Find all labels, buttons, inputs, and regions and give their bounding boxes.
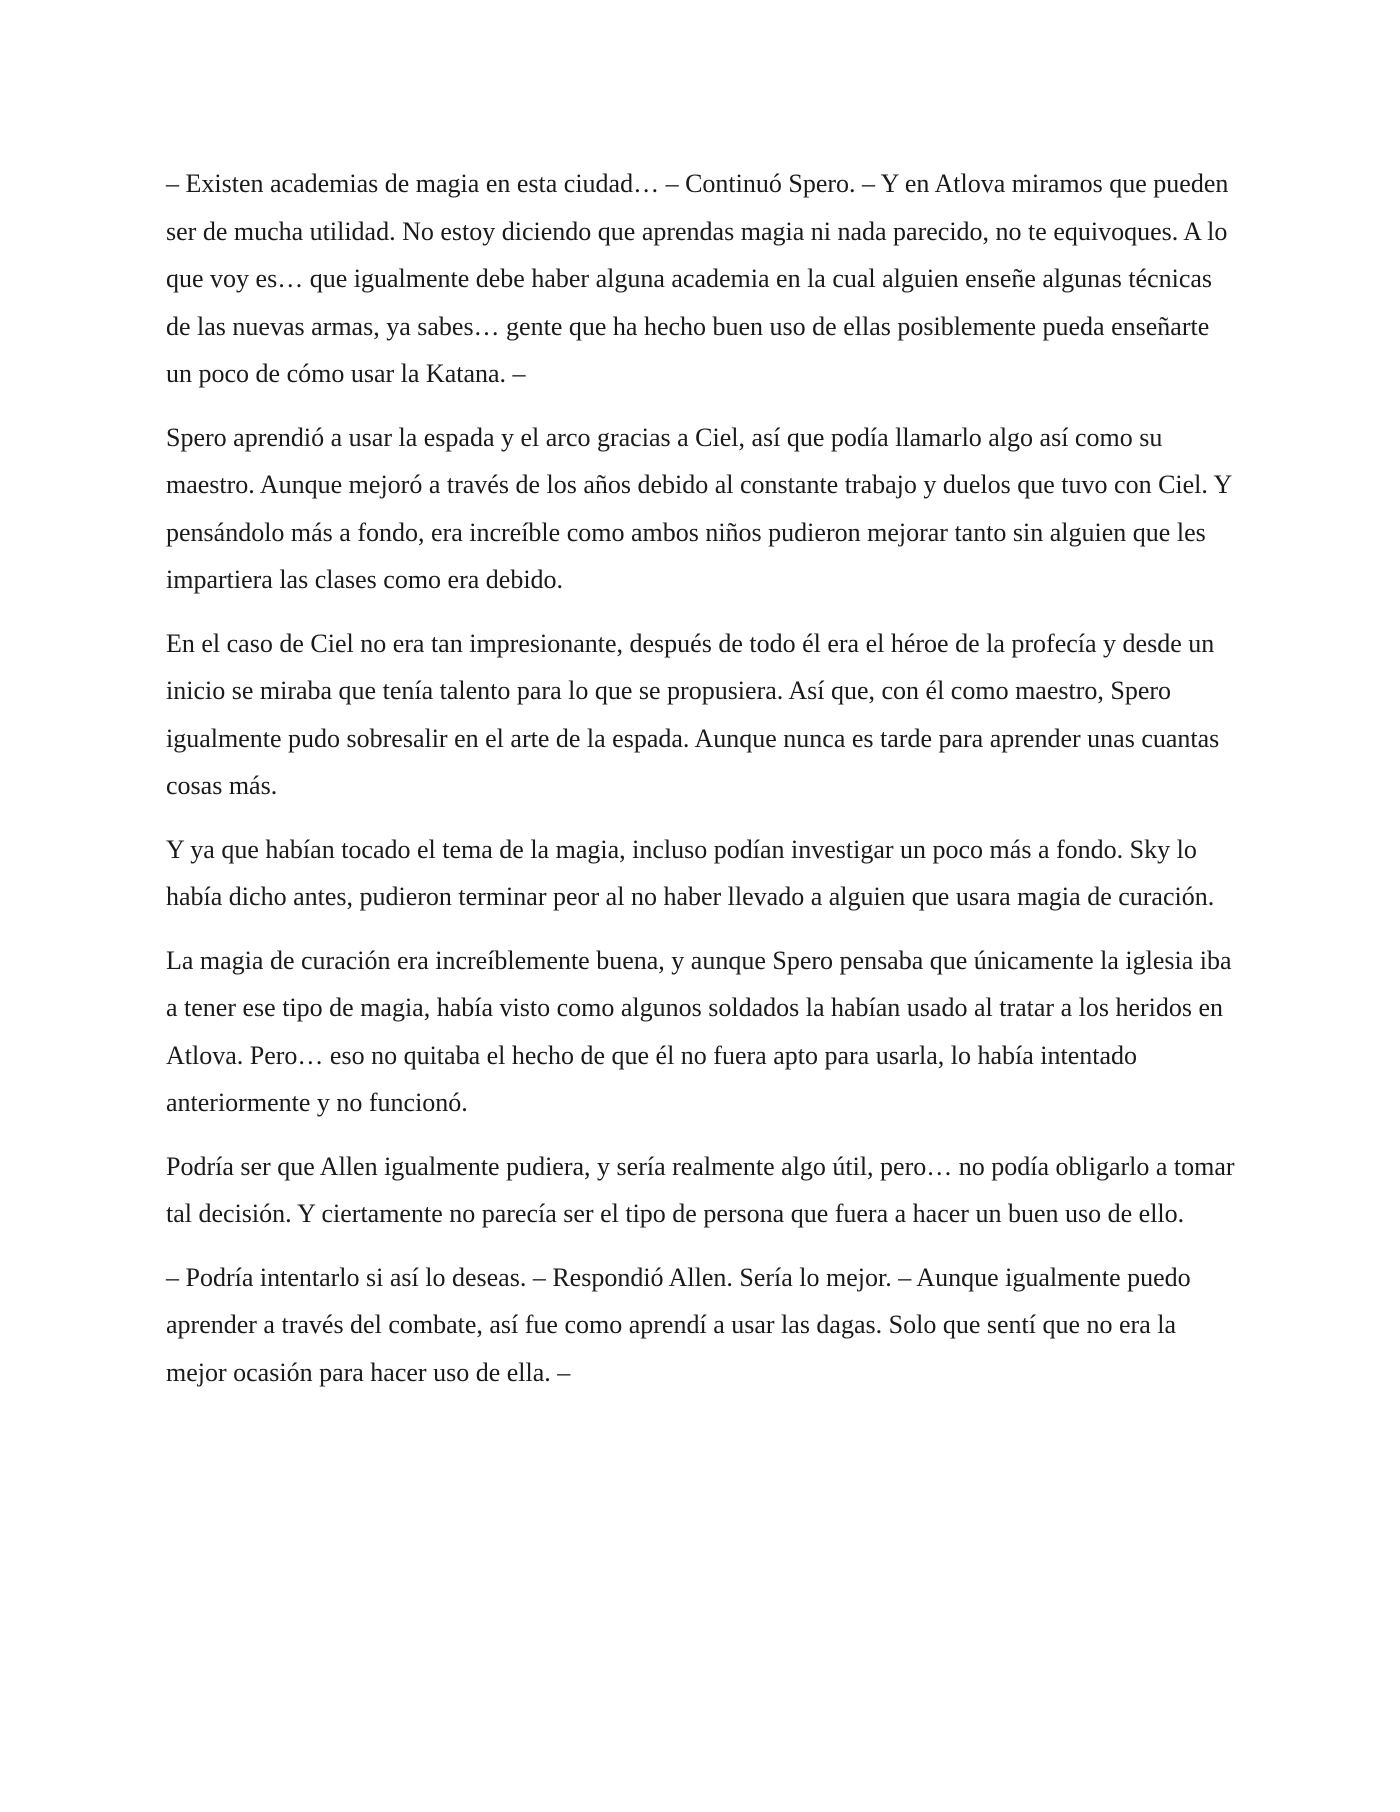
paragraph-3: En el caso de Ciel no era tan impresionante, después de todo él era el héroe de la profecía y desde un inicio se miraba que tenía talento para lo que se propusiera. Así que, con él como maestro, Spero igualmente pudo sobresalir en el arte de la espada. Aunque nunca es tarde para aprender unas cuantas cosas más. (166, 628, 1220, 800)
paragraph-7: – Podría intentarlo si así lo deseas. – Respondió Allen. Sería lo mejor. – Aunque igualmente puedo aprender a través del combate, así fue como aprendí a usar las dagas. Solo que sentí que no era la mejor ocasión para hacer uso de ella. – (166, 1262, 1191, 1387)
paragraph-2: Spero aprendió a usar la espada y el arco gracias a Ciel, así que podía llamarlo algo así como su maestro. Aunque mejoró a través de los años debido al constante trabajo y duelos que tuvo con Ciel. Y pensándolo más a fondo, era increíble como ambos niños pudieron mejorar tanto sin alguien que les impartiera las clases como era debido. (166, 422, 1232, 594)
paragraph-1: – Existen academias de magia en esta ciudad… – Continuó Spero. – Y en Atlova miramos que pueden ser de mucha utilidad. No estoy diciendo que aprendas magia ni nada parecido, no te equivoques. A lo que voy es… que igualmente debe haber alguna academia en la cual alguien enseñe algunas técnicas de las nuevas armas, ya sabes… gente que ha hecho buen uso de ellas posiblemente pueda enseñarte un poco de cómo usar la Katana. – (166, 169, 1229, 388)
body-text (166, 160, 1236, 1412)
paragraph-5: La magia de curación era increíblemente buena, y aunque Spero pensaba que únicamente la iglesia iba a tener ese tipo de magia, había visto como algunos soldados la habían usado al tratar a los heridos en Atlova. Pero… eso no quitaba el hecho de que él no fuera apto para usarla, lo había intentado anteriormente y no funcionó. (166, 945, 1232, 1117)
paragraph-4: Y ya que habían tocado el tema de la magia, incluso podían investigar un poco más a fondo. Sky lo había dicho antes, pudieron terminar peor al no haber llevado a alguien que usara magia de curación. (166, 834, 1215, 911)
paragraph-6: Podría ser que Allen igualmente pudiera, y sería realmente algo útil, pero… no podía obligarlo a tomar tal decisión. Y ciertamente no parecía ser el tipo de persona que fuera a hacer un buen uso de ello. (166, 1151, 1235, 1228)
